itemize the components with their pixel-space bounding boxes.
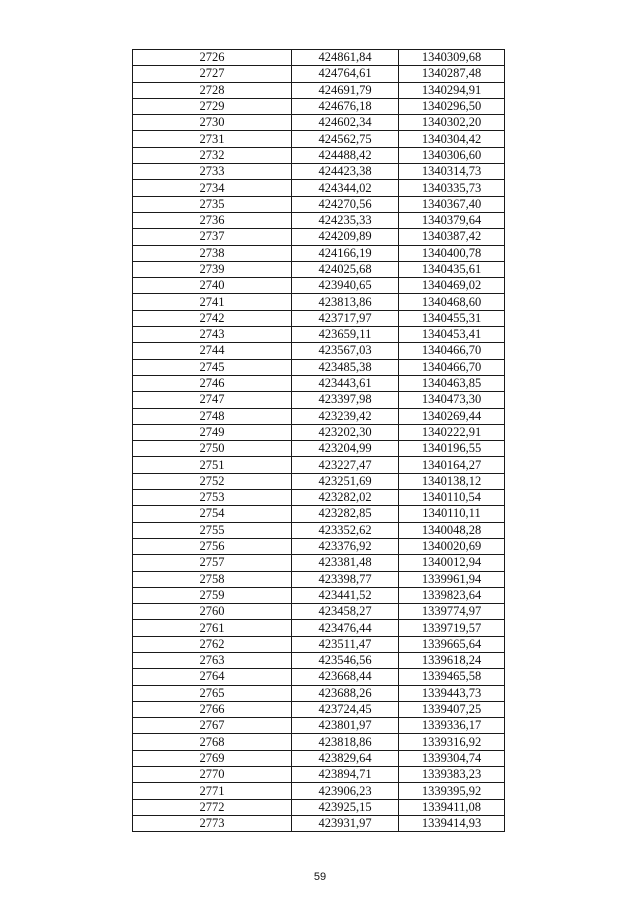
point-number-cell: 2741	[133, 294, 292, 310]
x-coordinate-cell: 423202,30	[292, 424, 399, 440]
x-coordinate-cell: 423485,38	[292, 359, 399, 375]
y-coordinate-cell: 1339665,64	[399, 636, 505, 652]
x-coordinate-cell: 423441,52	[292, 587, 399, 603]
x-coordinate-cell: 424861,84	[292, 50, 399, 66]
x-coordinate-cell: 424025,68	[292, 261, 399, 277]
point-number-cell: 2763	[133, 652, 292, 668]
x-coordinate-cell: 423925,15	[292, 799, 399, 815]
point-number-cell: 2762	[133, 636, 292, 652]
y-coordinate-cell: 1340469,02	[399, 278, 505, 294]
y-coordinate-cell: 1340294,91	[399, 82, 505, 98]
x-coordinate-cell: 423239,42	[292, 408, 399, 424]
page-number: 59	[313, 871, 327, 883]
x-coordinate-cell: 424676,18	[292, 98, 399, 114]
y-coordinate-cell: 1339336,17	[399, 718, 505, 734]
point-number-cell: 2751	[133, 457, 292, 473]
x-coordinate-cell: 424691,79	[292, 82, 399, 98]
x-coordinate-cell: 423227,47	[292, 457, 399, 473]
point-number-cell: 2740	[133, 278, 292, 294]
table-row	[133, 473, 505, 489]
y-coordinate-cell: 1340435,61	[399, 261, 505, 277]
x-coordinate-cell: 423282,85	[292, 506, 399, 522]
point-number-cell: 2745	[133, 359, 292, 375]
y-coordinate-cell: 1339719,57	[399, 620, 505, 636]
table-row	[133, 294, 505, 310]
y-coordinate-cell: 1340468,60	[399, 294, 505, 310]
table-row	[133, 278, 505, 294]
y-coordinate-cell: 1339304,74	[399, 750, 505, 766]
y-coordinate-cell: 1340379,64	[399, 212, 505, 228]
y-coordinate-cell: 1340306,60	[399, 147, 505, 163]
table-row	[133, 196, 505, 212]
table-row	[133, 652, 505, 668]
y-coordinate-cell: 1339407,25	[399, 701, 505, 717]
x-coordinate-cell: 424764,61	[292, 66, 399, 82]
x-coordinate-cell: 423906,23	[292, 783, 399, 799]
x-coordinate-cell: 423659,11	[292, 327, 399, 343]
x-coordinate-cell: 423251,69	[292, 473, 399, 489]
y-coordinate-cell: 1340196,55	[399, 441, 505, 457]
table-row	[133, 82, 505, 98]
table-row	[133, 147, 505, 163]
point-number-cell: 2749	[133, 424, 292, 440]
table-row	[133, 783, 505, 799]
x-coordinate-cell: 423931,97	[292, 815, 399, 831]
table-row	[133, 424, 505, 440]
x-coordinate-cell: 423724,45	[292, 701, 399, 717]
x-coordinate-cell: 423717,97	[292, 310, 399, 326]
x-coordinate-cell: 423398,77	[292, 571, 399, 587]
table-row	[133, 441, 505, 457]
table-row	[133, 375, 505, 391]
point-number-cell: 2729	[133, 98, 292, 114]
point-number-cell: 2755	[133, 522, 292, 538]
x-coordinate-cell: 423546,56	[292, 652, 399, 668]
table-row	[133, 620, 505, 636]
x-coordinate-cell: 423688,26	[292, 685, 399, 701]
point-number-cell: 2767	[133, 718, 292, 734]
x-coordinate-cell: 423813,86	[292, 294, 399, 310]
point-number-cell: 2746	[133, 375, 292, 391]
x-coordinate-cell: 424235,33	[292, 212, 399, 228]
table-row	[133, 522, 505, 538]
point-number-cell: 2747	[133, 392, 292, 408]
y-coordinate-cell: 1339411,08	[399, 799, 505, 815]
table-row	[133, 245, 505, 261]
x-coordinate-cell: 423397,98	[292, 392, 399, 408]
y-coordinate-cell: 1340453,41	[399, 327, 505, 343]
point-number-cell: 2744	[133, 343, 292, 359]
table-row	[133, 229, 505, 245]
y-coordinate-cell: 1340110,11	[399, 506, 505, 522]
y-coordinate-cell: 1340400,78	[399, 245, 505, 261]
table-row	[133, 131, 505, 147]
x-coordinate-cell: 424270,56	[292, 196, 399, 212]
y-coordinate-cell: 1340164,27	[399, 457, 505, 473]
point-number-cell: 2757	[133, 555, 292, 571]
x-coordinate-cell: 423894,71	[292, 767, 399, 783]
x-coordinate-cell: 423668,44	[292, 669, 399, 685]
point-number-cell: 2759	[133, 587, 292, 603]
table-row	[133, 50, 505, 66]
x-coordinate-cell: 423443,61	[292, 375, 399, 391]
x-coordinate-cell: 423376,92	[292, 538, 399, 554]
table-row	[133, 685, 505, 701]
point-number-cell: 2736	[133, 212, 292, 228]
point-number-cell: 2761	[133, 620, 292, 636]
table-row	[133, 457, 505, 473]
y-coordinate-cell: 1340048,28	[399, 522, 505, 538]
table-row	[133, 310, 505, 326]
point-number-cell: 2735	[133, 196, 292, 212]
table-row	[133, 359, 505, 375]
y-coordinate-cell: 1340304,42	[399, 131, 505, 147]
x-coordinate-cell: 423818,86	[292, 734, 399, 750]
y-coordinate-cell: 1340138,12	[399, 473, 505, 489]
point-number-cell: 2734	[133, 180, 292, 196]
table-row	[133, 180, 505, 196]
y-coordinate-cell: 1339465,58	[399, 669, 505, 685]
point-number-cell: 2727	[133, 66, 292, 82]
table-row	[133, 261, 505, 277]
y-coordinate-cell: 1339618,24	[399, 652, 505, 668]
x-coordinate-cell: 424423,38	[292, 164, 399, 180]
y-coordinate-cell: 1340367,40	[399, 196, 505, 212]
x-coordinate-cell: 424488,42	[292, 147, 399, 163]
point-number-cell: 2760	[133, 604, 292, 620]
y-coordinate-cell: 1340314,73	[399, 164, 505, 180]
y-coordinate-cell: 1340455,31	[399, 310, 505, 326]
table-row	[133, 636, 505, 652]
y-coordinate-cell: 1339443,73	[399, 685, 505, 701]
y-coordinate-cell: 1339395,92	[399, 783, 505, 799]
y-coordinate-cell: 1340335,73	[399, 180, 505, 196]
point-number-cell: 2769	[133, 750, 292, 766]
y-coordinate-cell: 1340020,69	[399, 538, 505, 554]
table-row	[133, 701, 505, 717]
point-number-cell: 2752	[133, 473, 292, 489]
point-number-cell: 2742	[133, 310, 292, 326]
table-row	[133, 587, 505, 603]
table-row	[133, 815, 505, 831]
y-coordinate-cell: 1340296,50	[399, 98, 505, 114]
table-row	[133, 571, 505, 587]
table-row	[133, 734, 505, 750]
x-coordinate-cell: 423567,03	[292, 343, 399, 359]
point-number-cell: 2731	[133, 131, 292, 147]
y-coordinate-cell: 1339316,92	[399, 734, 505, 750]
x-coordinate-cell: 423352,62	[292, 522, 399, 538]
x-coordinate-cell: 423476,44	[292, 620, 399, 636]
point-number-cell: 2764	[133, 669, 292, 685]
y-coordinate-cell: 1340466,70	[399, 359, 505, 375]
table-row	[133, 538, 505, 554]
table-row	[133, 799, 505, 815]
table-row	[133, 750, 505, 766]
y-coordinate-cell: 1339823,64	[399, 587, 505, 603]
y-coordinate-cell: 1340463,85	[399, 375, 505, 391]
table-row	[133, 767, 505, 783]
point-number-cell: 2737	[133, 229, 292, 245]
point-number-cell: 2758	[133, 571, 292, 587]
y-coordinate-cell: 1340473,30	[399, 392, 505, 408]
table-row	[133, 66, 505, 82]
point-number-cell: 2766	[133, 701, 292, 717]
y-coordinate-cell: 1339774,97	[399, 604, 505, 620]
x-coordinate-cell: 424562,75	[292, 131, 399, 147]
y-coordinate-cell: 1340287,48	[399, 66, 505, 82]
x-coordinate-cell: 424344,02	[292, 180, 399, 196]
x-coordinate-cell: 423940,65	[292, 278, 399, 294]
point-number-cell: 2726	[133, 50, 292, 66]
point-number-cell: 2771	[133, 783, 292, 799]
point-number-cell: 2748	[133, 408, 292, 424]
table-row	[133, 718, 505, 734]
x-coordinate-cell: 423801,97	[292, 718, 399, 734]
table-row	[133, 604, 505, 620]
point-number-cell: 2754	[133, 506, 292, 522]
coordinates-table-body	[133, 50, 505, 832]
x-coordinate-cell: 424602,34	[292, 115, 399, 131]
point-number-cell: 2732	[133, 147, 292, 163]
table-row	[133, 164, 505, 180]
x-coordinate-cell: 424209,89	[292, 229, 399, 245]
table-row	[133, 490, 505, 506]
point-number-cell: 2772	[133, 799, 292, 815]
table-row	[133, 343, 505, 359]
point-number-cell: 2753	[133, 490, 292, 506]
point-number-cell: 2730	[133, 115, 292, 131]
x-coordinate-cell: 423381,48	[292, 555, 399, 571]
point-number-cell: 2750	[133, 441, 292, 457]
x-coordinate-cell: 423204,99	[292, 441, 399, 457]
y-coordinate-cell: 1340387,42	[399, 229, 505, 245]
table-row	[133, 98, 505, 114]
table-row	[133, 327, 505, 343]
point-number-cell: 2756	[133, 538, 292, 554]
coordinates-table	[132, 49, 505, 832]
x-coordinate-cell: 424166,19	[292, 245, 399, 261]
point-number-cell: 2768	[133, 734, 292, 750]
point-number-cell: 2770	[133, 767, 292, 783]
y-coordinate-cell: 1339383,23	[399, 767, 505, 783]
y-coordinate-cell: 1340309,68	[399, 50, 505, 66]
x-coordinate-cell: 423829,64	[292, 750, 399, 766]
table-row	[133, 555, 505, 571]
point-number-cell: 2739	[133, 261, 292, 277]
y-coordinate-cell: 1340110,54	[399, 490, 505, 506]
y-coordinate-cell: 1340012,94	[399, 555, 505, 571]
table-row	[133, 115, 505, 131]
y-coordinate-cell: 1339414,93	[399, 815, 505, 831]
point-number-cell: 2738	[133, 245, 292, 261]
y-coordinate-cell: 1339961,94	[399, 571, 505, 587]
x-coordinate-cell: 423458,27	[292, 604, 399, 620]
table-row	[133, 212, 505, 228]
x-coordinate-cell: 423282,02	[292, 490, 399, 506]
table-row	[133, 506, 505, 522]
y-coordinate-cell: 1340466,70	[399, 343, 505, 359]
table-row	[133, 408, 505, 424]
point-number-cell: 2743	[133, 327, 292, 343]
y-coordinate-cell: 1340302,20	[399, 115, 505, 131]
y-coordinate-cell: 1340222,91	[399, 424, 505, 440]
table-row	[133, 669, 505, 685]
y-coordinate-cell: 1340269,44	[399, 408, 505, 424]
point-number-cell: 2728	[133, 82, 292, 98]
point-number-cell: 2765	[133, 685, 292, 701]
point-number-cell: 2733	[133, 164, 292, 180]
x-coordinate-cell: 423511,47	[292, 636, 399, 652]
point-number-cell: 2773	[133, 815, 292, 831]
table-row	[133, 392, 505, 408]
